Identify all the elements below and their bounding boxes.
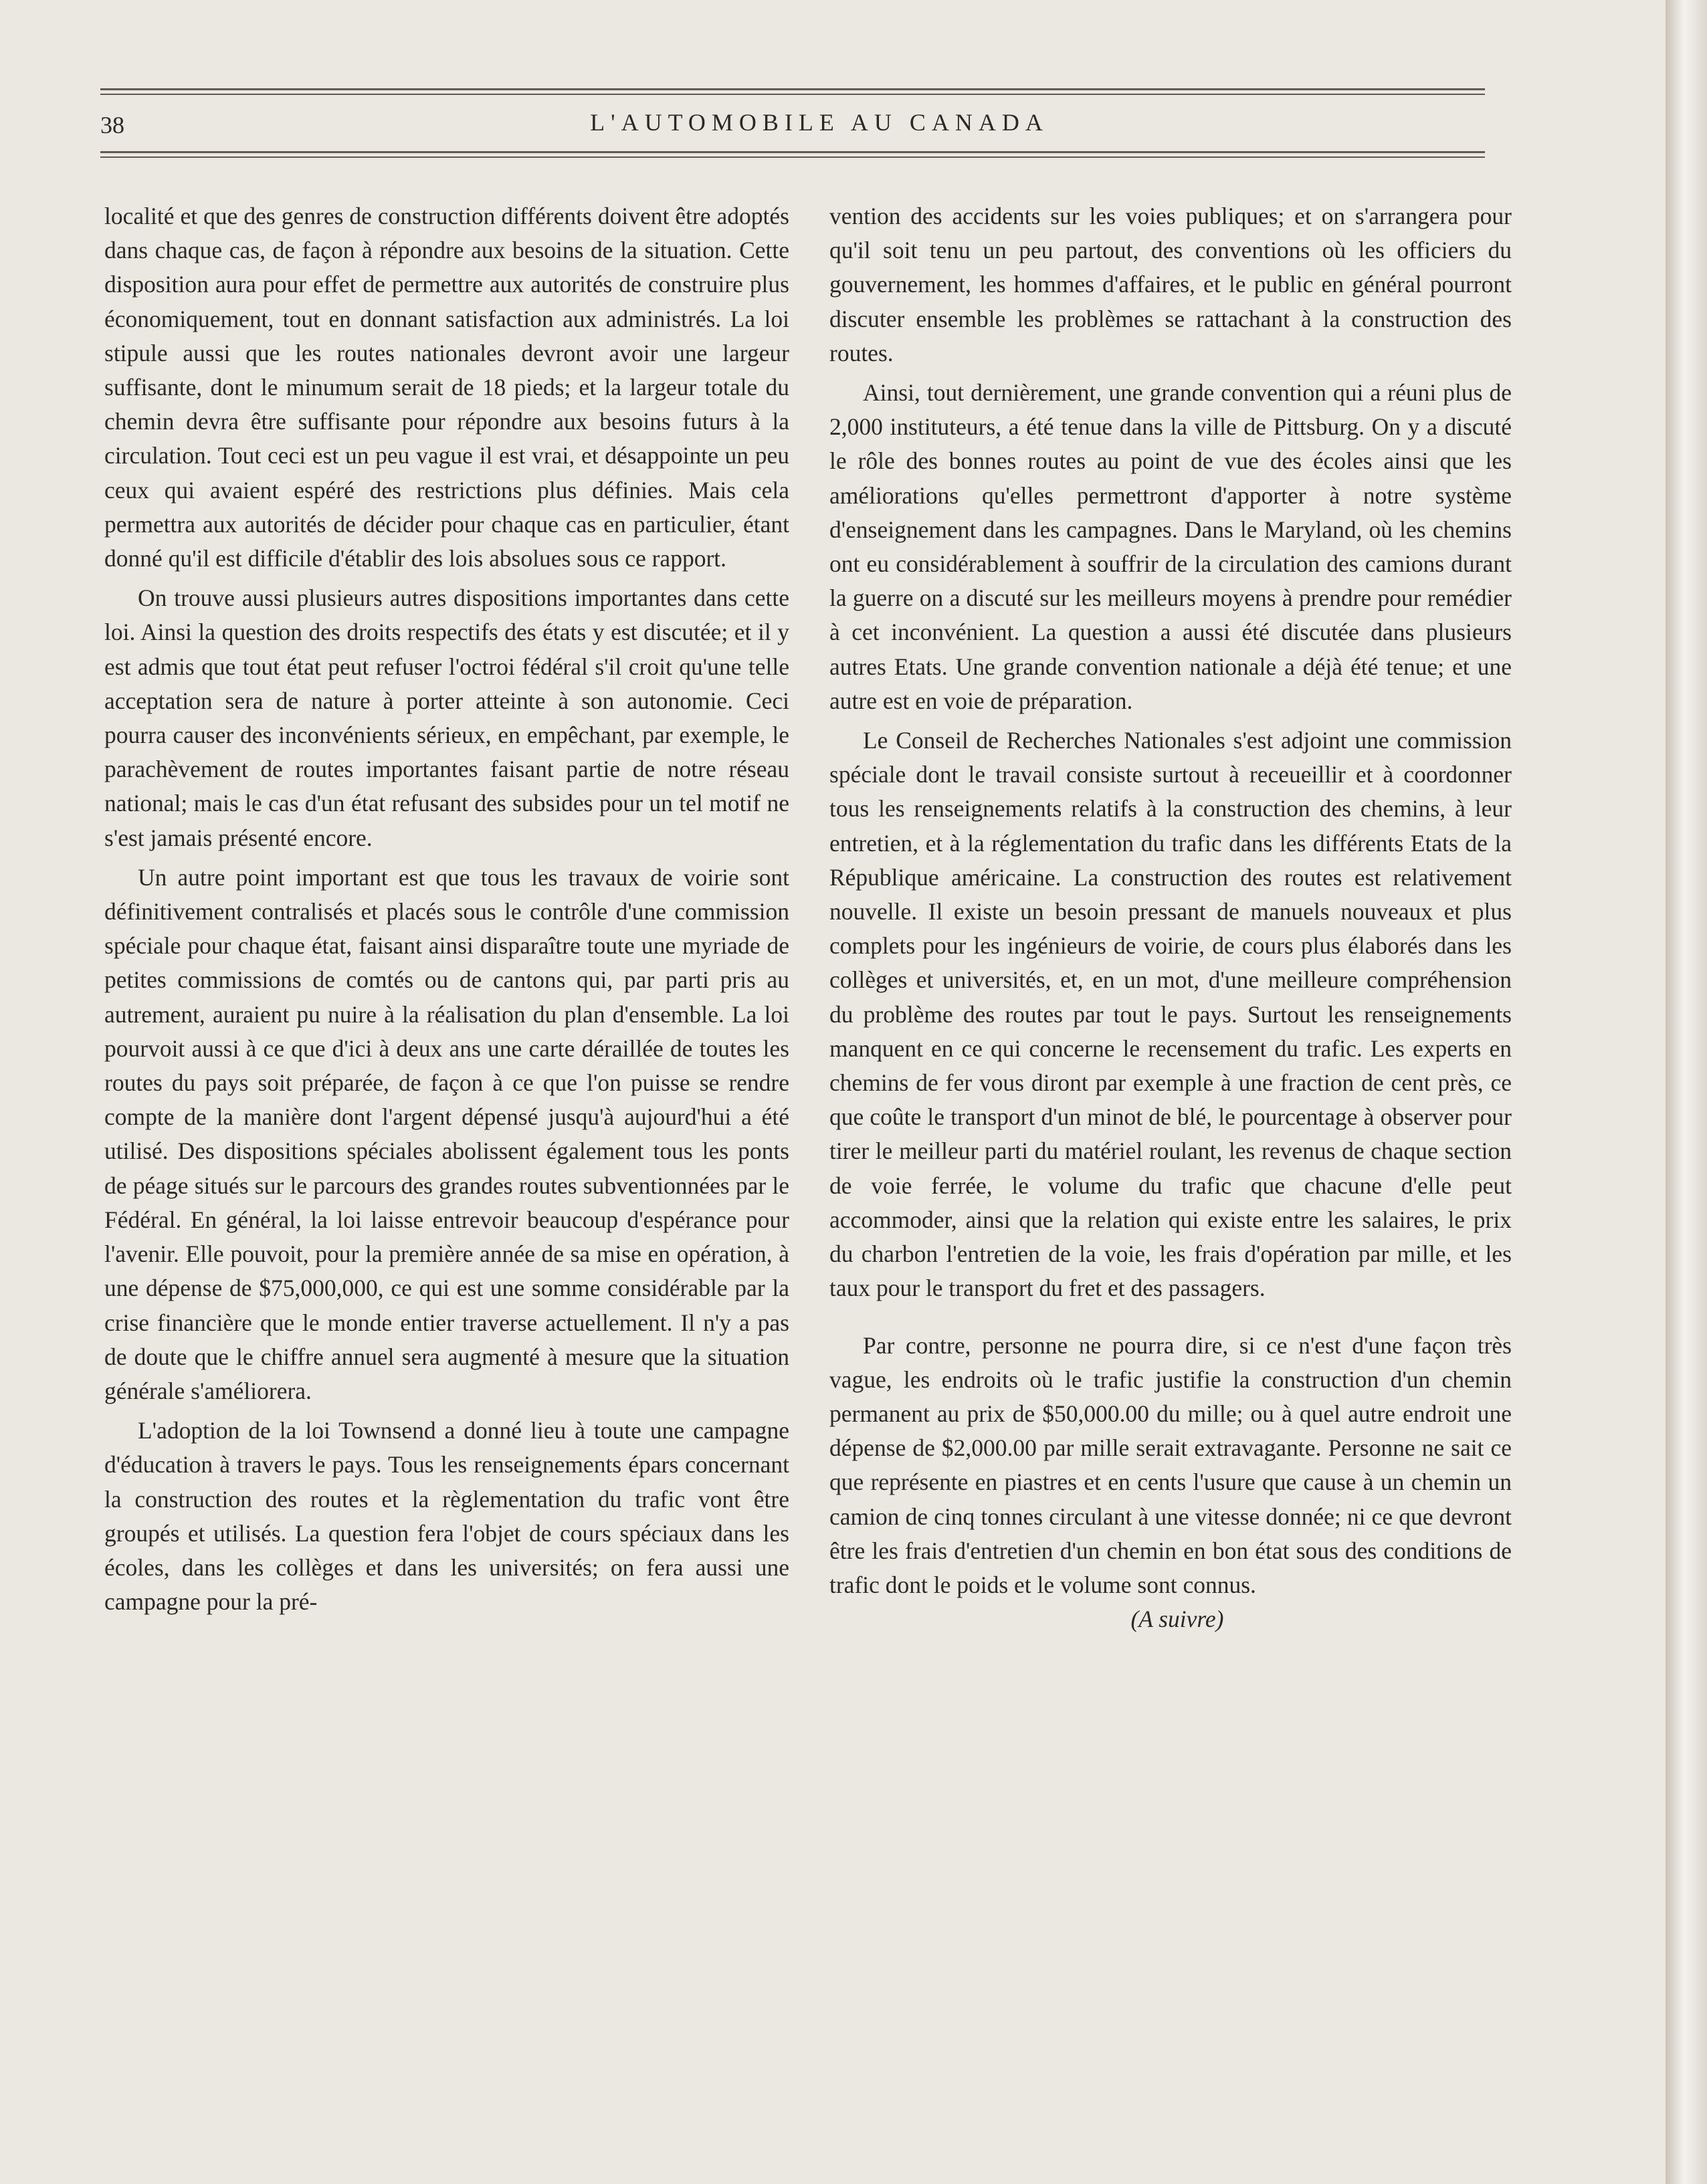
continued-note: (A suivre) — [1130, 1606, 1224, 1633]
paragraph: localité et que des genres de construction différents doivent être adoptés dans chaque cas, de façon à répondre aux besoins de la situation. Cette disposition aura pour effet de permettre aux autorités de construire plus économiquement, tout en donnant satisfaction aux administrés. La loi stipule aussi que les routes nationales devront avoir une largeur suffisante, dont le minumum serait de 18 pieds; et la largeur totale du chemin devra être suffisante pour répondre aux besoins futurs à la circulation. Tout ceci est un peu vague il est vrai, et désappointe un peu ceux qui avaient espéré des restrictions plus définies. Mais cela permettra aux autorités de décider pour chaque cas en particulier, étant donné qu'il est difficile d'établir des lois absolues sous ce rapport. — [104, 203, 789, 572]
page-header — [100, 108, 1485, 146]
running-title: L'AUTOMOBILE AU CANADA — [590, 109, 1049, 136]
paragraph: L'adoption de la loi Townsend a donné lieu à toute une campagne d'éducation à travers le pays. Tous les renseignements épars concernant la construction des routes et la règlementation du trafic vont être groupés et utilisés. La question fera l'objet de cours spéciaux dans les écoles, dans les collèges et dans les universités; on fera aussi une campagne pour la pré- — [104, 1417, 789, 1616]
header-rule-thin — [100, 156, 1485, 158]
right-column — [829, 199, 1512, 1636]
top-rule-thin — [100, 94, 1485, 95]
page-number: 38 — [100, 112, 124, 138]
paragraph: vention des accidents sur les voies publiques; et on s'arrangera pour qu'il soit tenu un peu partout, des conventions où les officiers du gouvernement, les hommes d'affaires, et le public en général pourront discuter ensemble les problèmes se rattachant à la construction des routes. — [829, 203, 1512, 366]
page-edge — [1666, 0, 1707, 2184]
paragraph: Ainsi, tout dernièrement, une grande convention qui a réuni plus de 2,000 instituteurs, a été tenue dans la ville de Pittsburg. On y a discuté le rôle des bonnes routes au point de vue des écoles ainsi que les améliorations qu'elles permettront d'apporter à notre système d'enseignement dans les campagnes. Dans le Maryland, où les chemins ont eu considérablement à souffrir de la circulation des camions durant la guerre on a discuté sur les meilleurs moyens à prendre pour remédier à cet inconvénient. La question a aussi été discutée dans plusieurs autres Etats. Une grande convention nationale a déjà été tenue; et une autre est en voie de préparation. — [829, 379, 1512, 714]
paragraph: Un autre point important est que tous les travaux de voirie sont définitivement contralisés et placés sous le contrôle d'une commission spéciale pour chaque état, faisant ainsi disparaître toute une myriade de petites commissions de comtés ou de cantons qui, par parti pris au autrement, auraient pu nuire à la réalisation du plan d'ensemble. La loi pourvoit aussi à ce que d'ici à deux ans une carte déraillée de toutes les routes du pays soit préparée, de façon à ce que l'on puisse se rendre compte de la manière dont l'argent dépensé jusqu'à aujourd'hui a été utilisé. Des dispositions spéciales abolissent également tous les ponts de péage situés sur le parcours des grandes routes subventionnées par le Fédéral. En général, la loi laisse entrevoir beaucoup d'espérance pour l'avenir. Elle pouvoit, pour la première année de sa mise en opération, à une dépense de $75,000,000, ce qui est une somme considérable par la crise financière que le monde entier traverse actuellement. Il n'y a pas de doute que le chiffre annuel sera augmenté à mesure que la situation générale s'améliorera. — [104, 863, 789, 1404]
paragraph: On trouve aussi plusieurs autres dispositions importantes dans cette loi. Ainsi la question des droits respectifs des états y est discutée; et il y est admis que tout état peut refuser l'octroi fédéral s'il croit qu'une telle acceptation sera de nature à porter atteinte à son autonomie. Ceci pourra causer des inconvénients sérieux, en empêchant, par exemple, le parachèvement de routes importantes faisant partie de notre réseau national; mais le cas d'un état refusant des subsides pour un tel motif ne s'est jamais présenté encore. — [104, 584, 789, 851]
left-column — [104, 199, 789, 1619]
paragraph: Le Conseil de Recherches Nationales s'est adjoint une commission spéciale dont le travail consiste surtout à receueillir et à coordonner tous les renseignements relatifs à la construction des chemins, à leur entretien, et à la réglementation du trafic dans les différents Etats de la République américaine. La construction des routes est relativement nouvelle. Il existe un besoin pressant de manuels nouveaux et plus complets pour les ingénieurs de voirie, de cours plus élaborés dans les collèges et universités, et, en un mot, d'une meilleure compréhension du problème des routes par tout le pays. Surtout les renseignements manquent en ce qui concerne le recensement du trafic. Les experts en chemins de fer vous diront par exemple à une fraction de cent près, ce que coûte le transport d'un minot de blé, le pourcentage à observer pour tirer le meilleur parti du matériel roulant, les revenus de chaque section de voie ferrée, le volume du trafic que chacune d'elle peut accommoder, ainsi que la relation qui existe entre les salaires, le prix du charbon l'entretien de la voie, les frais d'opération par mille, et les taux pour le transport du fret et des passagers. — [829, 727, 1512, 1302]
top-rule — [100, 88, 1485, 90]
header-rule — [100, 151, 1485, 153]
paragraph: Par contre, personne ne pourra dire, si ce n'est d'une façon très vague, les endroits où le trafic justifie la construction d'un chemin permanent au prix de $50,000.00 du mille; ou à quel autre endroit une dépense de $2,000.00 par mille serait extravagante. Personne ne sait ce que représente en piastres et en cents l'usure que cause à un chemin un camion de cinq tonnes circulant à une vitesse donnée; ni ce que devront être les frais d'entretien d'un chemin en bon état sous des conditions de trafic dont le poids et le volume sont connus. — [829, 1331, 1512, 1598]
